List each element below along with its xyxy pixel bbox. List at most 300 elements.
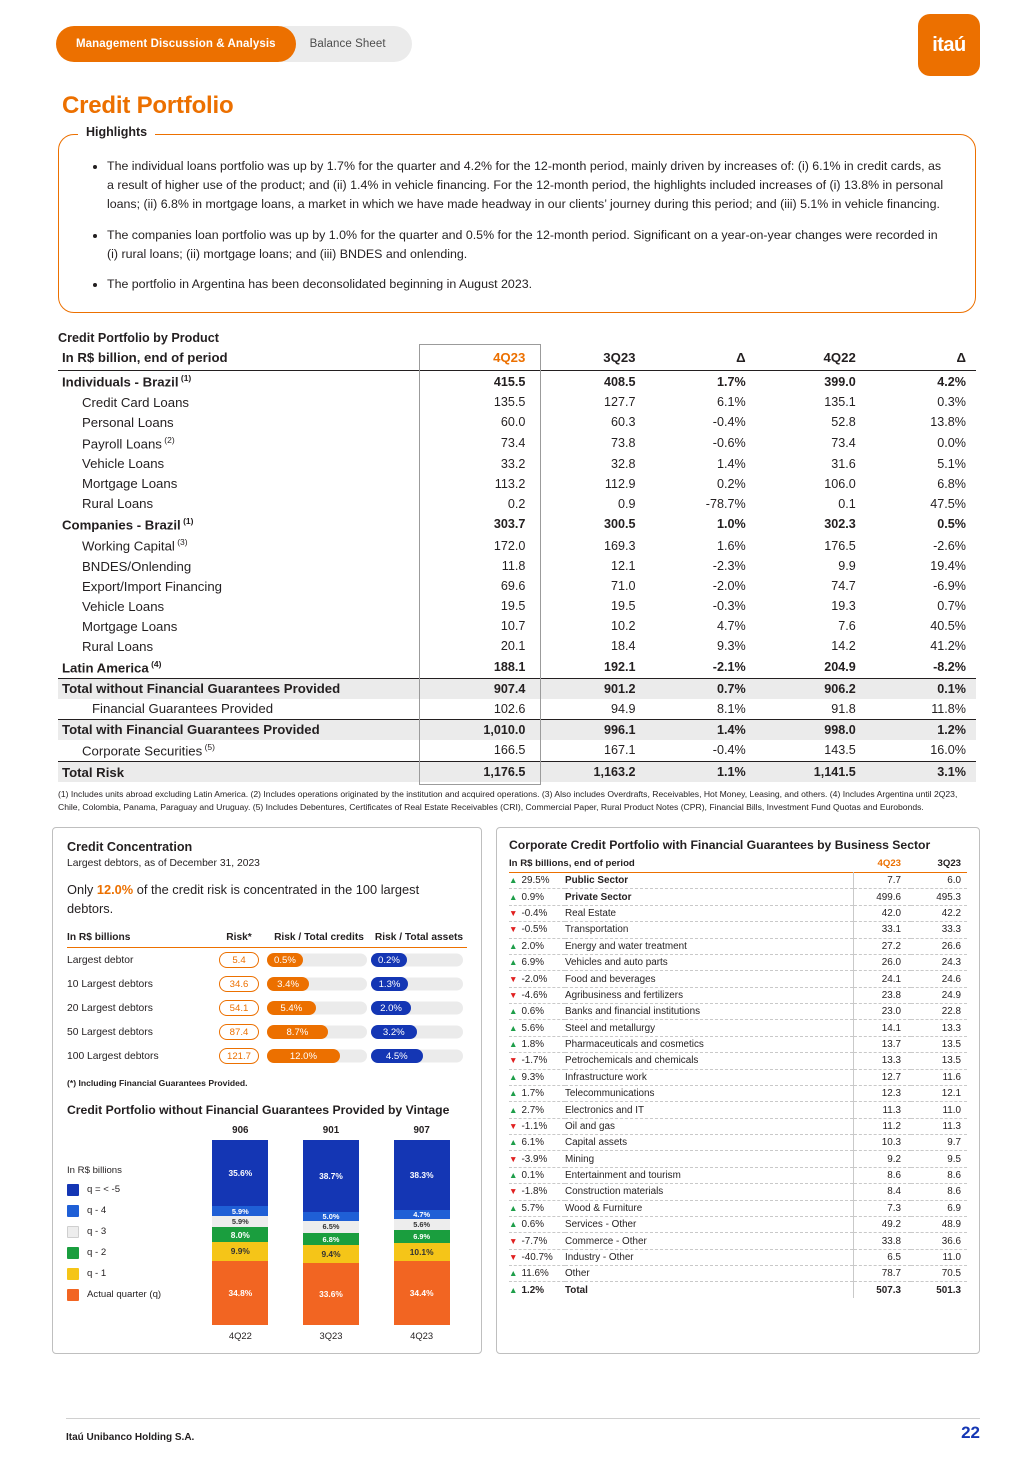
legend-swatch [67, 1184, 79, 1196]
triangle-up-icon: ▲ [509, 1006, 518, 1017]
table-row [509, 1036, 967, 1052]
col-header-unit: In R$ billions [67, 932, 211, 948]
cell-value: 4.2% [937, 374, 966, 389]
table-row [509, 938, 967, 954]
cell-value-3q23: 24.9 [911, 987, 967, 1003]
table-row [509, 1053, 967, 1069]
bar-segment: 8.0% [212, 1227, 268, 1242]
table-row [67, 948, 467, 973]
credit-portfolio-by-product-title: Credit Portfolio by Product [58, 331, 219, 346]
triangle-up-icon: ▲ [509, 1022, 518, 1033]
cell-value-3q23: 24.6 [911, 971, 967, 987]
table-row [509, 1085, 967, 1101]
bar-segment: 6.8% [303, 1233, 359, 1246]
cell-value: 0.1% [866, 678, 976, 699]
table-row [67, 996, 467, 1020]
cell-value: 6.8% [937, 476, 966, 491]
sector-name: Total [565, 1284, 588, 1296]
cell-value: 9.3% [716, 639, 746, 654]
legend-label: q - 3 [87, 1226, 107, 1238]
table-footnote: (1) Includes units abroad excluding Latin America. (2) Includes operations originated by the institution and acquired operations. (3) Also includes Overdrafts, Receivables, Hot Money, Leasing, and others. (4) Includes Argentina until 2Q23, Chile, Colombia, Panama, Paraguay and Uruguay. (5) Includes Debentures, Certificates of Real Estate Receivables (CRI), Commercial Paper, Rural Product Notes (CPR), Financial Bills, Investment Fund Quotas and Eurobonds. [58, 789, 958, 812]
table-row [509, 1004, 967, 1020]
delta-cell: ▲ 6.1% [509, 1135, 565, 1151]
cell-value-4q23: 78.7 [853, 1266, 911, 1282]
table-row [58, 616, 976, 636]
bar-x-label: 3Q23 [319, 1329, 343, 1341]
cell-value: 73.8 [610, 435, 636, 450]
table-row [58, 762, 976, 783]
cell-value-4q23: 10.3 [853, 1135, 911, 1151]
risk-total-assets-bar: 0.2% [371, 948, 467, 973]
cell-value-3q23: 11.6 [911, 1069, 967, 1085]
header-tabs [56, 26, 412, 62]
cell-value: 0.5% [937, 517, 966, 532]
sector-name: Infrastructure work [565, 1069, 853, 1085]
table-row [509, 1167, 967, 1183]
credit-portfolio-table [58, 347, 976, 782]
table-row [58, 514, 976, 535]
cell-value-3q23: 9.7 [911, 1135, 967, 1151]
row-label: Companies - Brazil $^{(1)}$ [62, 516, 194, 533]
table-body [58, 370, 976, 782]
col-header-sector-4q23: 4Q23 [877, 858, 901, 870]
triangle-down-icon: ▼ [509, 989, 518, 1000]
row-label: BNDES/Onlending [82, 558, 192, 574]
row-label: Total without Financial Guarantees Provided [58, 678, 425, 699]
cell-value: 907.4 [425, 678, 535, 699]
table-row [509, 873, 967, 889]
cell-value-3q23: 8.6 [911, 1167, 967, 1183]
bar-stack [394, 1140, 450, 1325]
cell-value: 0.2% [716, 476, 746, 491]
delta-cell: ▼ -40.7% [509, 1249, 565, 1265]
triangle-up-icon: ▲ [509, 1104, 518, 1115]
cell-value: -6.9% [933, 579, 966, 594]
cell-value: 13.8% [930, 415, 966, 430]
bar-segment: 35.6% [212, 1140, 268, 1206]
bar-segment: 33.6% [303, 1263, 359, 1325]
risk-value: 87.4 [211, 1020, 267, 1044]
row-label: Export/Import Financing [82, 578, 222, 594]
table-row [509, 1069, 967, 1085]
cell-value-3q23: 48.9 [911, 1216, 967, 1232]
cell-value-3q23: 501.3 [936, 1284, 961, 1296]
triangle-up-icon: ▲ [509, 875, 518, 886]
table-row [509, 1020, 967, 1036]
risk-total-assets-bar: 3.2% [371, 1020, 467, 1044]
cell-value-3q23: 12.1 [911, 1085, 967, 1101]
sector-name: Entertainment and tourism [565, 1167, 853, 1183]
page-title: Credit Portfolio [62, 92, 234, 119]
triangle-down-icon: ▼ [509, 1251, 518, 1262]
table-row [509, 1282, 967, 1298]
table-row [509, 1200, 967, 1216]
cell-value-3q23: 9.5 [911, 1151, 967, 1167]
risk-value: 5.4 [211, 948, 267, 973]
cell-value: 9.9 [838, 559, 856, 574]
triangle-down-icon: ▼ [509, 924, 518, 935]
cell-value: -2.6% [933, 538, 966, 553]
cell-value: 998.0 [756, 719, 866, 740]
cell-value: 71.0 [610, 579, 636, 594]
cell-value: -0.3% [712, 599, 746, 614]
sector-name: Private Sector [565, 889, 853, 905]
table-row [58, 719, 976, 740]
vintage-bars [195, 1125, 467, 1341]
cell-value: 112.9 [604, 476, 636, 491]
sector-name: Real Estate [565, 905, 853, 921]
sector-name: Public Sector [565, 873, 853, 889]
cell-value-4q23: 11.2 [853, 1118, 911, 1134]
cell-value: 106.0 [824, 476, 856, 491]
cell-value: 1.7% [716, 374, 746, 389]
cell-value-4q23: 6.5 [853, 1249, 911, 1265]
triangle-up-icon: ▲ [509, 1088, 518, 1099]
triangle-up-icon: ▲ [509, 1219, 518, 1230]
cell-value: 135.1 [824, 395, 856, 410]
cell-value: 10.7 [500, 619, 526, 634]
delta-cell: ▲ 0.1% [509, 1167, 565, 1183]
cell-value: 996.1 [535, 719, 645, 740]
table-header-row [58, 347, 976, 370]
cell-value: 1,176.5 [425, 762, 535, 783]
cell-value: 169.3 [603, 538, 636, 553]
cell-value: 113.2 [494, 476, 526, 491]
cell-value: 303.7 [493, 517, 526, 532]
footnote-marker: (4) [148, 658, 162, 669]
cell-value: 1.4% [716, 456, 746, 471]
cell-value: 1,163.2 [535, 762, 645, 783]
cell-value-3q23: 13.5 [911, 1053, 967, 1069]
cell-value: 166.5 [493, 743, 526, 758]
delta-cell: ▼ -7.7% [509, 1233, 565, 1249]
cell-value: 0.7% [646, 678, 756, 699]
cell-value: 415.5 [493, 374, 526, 389]
delta-cell: ▲ 5.6% [509, 1020, 565, 1036]
delta-cell: ▼ -0.5% [509, 922, 565, 938]
risk-total-credits-bar: 8.7% [267, 1020, 371, 1044]
row-label: 10 Largest debtors [67, 978, 153, 990]
risk-total-assets-bar: 1.3% [371, 972, 467, 996]
cell-value-4q23: 14.1 [853, 1020, 911, 1036]
delta-cell: ▼ -3.9% [509, 1151, 565, 1167]
cell-value-3q23: 6.0 [911, 873, 967, 889]
cell-value: 408.5 [603, 374, 636, 389]
triangle-up-icon: ▲ [509, 1137, 518, 1148]
legend-label: q - 2 [87, 1247, 107, 1259]
sector-name: Oil and gas [565, 1118, 853, 1134]
sector-name: Construction materials [565, 1184, 853, 1200]
table-row [509, 1102, 967, 1118]
triangle-down-icon: ▼ [509, 1153, 518, 1164]
highlights-list [85, 157, 949, 294]
cell-value-4q23: 499.6 [853, 889, 911, 905]
page-footer [0, 1423, 1028, 1443]
cell-value: 4.7% [716, 619, 746, 634]
legend-label: q - 1 [87, 1268, 107, 1280]
table-row [67, 1044, 467, 1068]
table-row [58, 454, 976, 474]
cell-value-3q23: 11.0 [911, 1102, 967, 1118]
concentration-table [67, 932, 467, 1068]
cell-value: 135.5 [493, 395, 526, 410]
cell-value: 300.5 [603, 517, 636, 532]
col-header-delta-1: Δ [736, 349, 746, 365]
col-header-sector-unit: In R$ billions, end of period [509, 858, 635, 870]
cell-value: 204.9 [824, 660, 856, 675]
cell-value: 10.2 [610, 619, 636, 634]
concentration-body [67, 948, 467, 1069]
sector-title: Corporate Credit Portfolio with Financial Guarantees by Business Sector [509, 838, 931, 853]
cell-value: 6.1% [716, 395, 746, 410]
highlights-box [58, 134, 976, 313]
delta-cell: ▼ -2.0% [509, 971, 565, 987]
cell-value-3q23: 42.2 [911, 905, 967, 921]
table-row [58, 576, 976, 596]
row-label: Credit Card Loans [82, 394, 190, 410]
row-label: 100 Largest debtors [67, 1050, 159, 1062]
risk-total-assets-bar: 2.0% [371, 996, 467, 1020]
table-row [58, 740, 976, 762]
cell-value-4q23: 13.7 [853, 1036, 911, 1052]
bar-segment: 5.6% [394, 1219, 450, 1229]
col-header-label: In R$ billion, end of period [62, 349, 228, 365]
tab-mda[interactable]: Management Discussion & Analysis [56, 26, 296, 62]
sector-name: Banks and financial institutions [565, 1004, 853, 1020]
delta-cell: ▲ 5.7% [509, 1200, 565, 1216]
concentration-note: (*) Including Financial Guarantees Provided. [67, 1078, 248, 1089]
cell-value-3q23: 8.6 [911, 1184, 967, 1200]
sector-name: Wood & Furniture [565, 1200, 853, 1216]
cell-value-4q23: 13.3 [853, 1053, 911, 1069]
credit-portfolio-table-wrap [58, 347, 976, 782]
cell-value-4q23: 8.6 [853, 1167, 911, 1183]
bottom-panels [52, 827, 980, 1354]
table-row [509, 1118, 967, 1134]
cell-value-4q23: 26.0 [853, 954, 911, 970]
cell-value-4q23: 23.0 [853, 1004, 911, 1020]
row-label: Mortgage Loans [82, 476, 178, 492]
sector-header-row [509, 858, 967, 873]
delta-cell: ▲ 11.6% [509, 1266, 565, 1282]
tab-balance-sheet[interactable]: Balance Sheet [280, 26, 412, 62]
footnote-marker: (1) [178, 373, 192, 384]
cell-value: 0.0% [937, 435, 966, 450]
cell-value-3q23: 11.3 [911, 1118, 967, 1134]
cell-value: -2.3% [712, 559, 746, 574]
cell-value: 1.4% [646, 719, 756, 740]
cell-value: 302.3 [824, 517, 856, 532]
cell-value: 167.1 [603, 743, 636, 758]
table-row [58, 678, 976, 699]
cell-value: 73.4 [500, 435, 526, 450]
cell-value: 188.1 [493, 660, 526, 675]
list-item: • The companies loan portfolio was up by 1.0% for the quarter and 0.5% for the 12-month period. Significant on a year-on-year changes were recorded in (i) rural loans; (ii) mortgage loans; and (iii) BNDES and onlending. [107, 226, 949, 264]
cell-value: 1.1% [646, 762, 756, 783]
itau-logo [918, 14, 980, 76]
table-row [58, 556, 976, 576]
sector-name: Electronics and IT [565, 1102, 853, 1118]
triangle-up-icon: ▲ [509, 1039, 518, 1049]
delta-cell: ▲ 0.6% [509, 1004, 565, 1020]
triangle-up-icon: ▲ [509, 1284, 518, 1295]
table-row [58, 370, 976, 392]
legend-label: q - 4 [87, 1205, 107, 1217]
sector-name: Industry - Other [565, 1249, 853, 1265]
cell-value-4q23: 33.1 [853, 922, 911, 938]
cell-value-3q23: 24.3 [911, 954, 967, 970]
delta-cell: ▲ 6.9% [509, 954, 565, 970]
cell-value-3q23: 11.0 [911, 1249, 967, 1265]
vintage-unit: In R$ billions [67, 1164, 122, 1176]
cell-value: 11.8% [931, 701, 966, 716]
table-row [509, 1233, 967, 1249]
cell-value: 19.5 [500, 599, 526, 614]
vintage-chart [67, 1125, 467, 1341]
bar-total-label: 906 [232, 1124, 249, 1136]
bar-segment: 34.4% [394, 1261, 450, 1325]
cell-value: 60.0 [500, 415, 526, 430]
risk-value: 54.1 [211, 996, 267, 1020]
cell-value: 127.7 [603, 395, 636, 410]
sector-panel [496, 827, 980, 1354]
cell-value: 0.9 [617, 496, 636, 511]
bar-segment: 38.7% [303, 1140, 359, 1212]
cell-value: 60.3 [610, 415, 636, 430]
bar-segment: 5.9% [212, 1216, 268, 1227]
table-row [509, 1184, 967, 1200]
cell-value: 19.3 [831, 599, 856, 614]
bar-segment: 9.9% [212, 1242, 268, 1260]
cell-value: 16.0% [930, 743, 966, 758]
col-header-4q22: 4Q22 [823, 349, 856, 365]
cell-value: 69.6 [500, 579, 526, 594]
table-row [58, 596, 976, 616]
bar-segment: 10.1% [394, 1243, 450, 1262]
triangle-down-icon: ▼ [509, 908, 518, 918]
footer-divider [66, 1418, 980, 1419]
table-row [509, 889, 967, 905]
row-label: Total Risk [58, 762, 425, 783]
sector-name: Mining [565, 1151, 853, 1167]
cell-value: 19.5 [610, 599, 636, 614]
risk-total-assets-bar: 4.5% [371, 1044, 467, 1068]
delta-cell: ▲ 2.0% [509, 938, 565, 954]
footer-company: Itaú Unibanco Holding S.A. [66, 1432, 195, 1443]
risk-total-credits-bar: 5.4% [267, 996, 371, 1020]
cell-value: 8.1% [716, 701, 746, 716]
row-label: Individuals - Brazil $^{(1)}$ [62, 373, 192, 390]
risk-value: 121.7 [211, 1044, 267, 1068]
row-label: 20 Largest debtors [67, 1002, 153, 1014]
triangle-down-icon: ▼ [509, 1055, 518, 1066]
bar-x-label: 4Q23 [410, 1329, 434, 1341]
cell-value: 0.2 [507, 496, 526, 511]
sector-name: Commerce - Other [565, 1233, 853, 1249]
legend-item [67, 1268, 195, 1280]
cell-value-3q23: 13.5 [911, 1036, 967, 1052]
cell-value: -2.1% [712, 660, 746, 675]
cell-value: 31.6 [831, 456, 856, 471]
cell-value: -8.2% [933, 660, 966, 675]
cell-value-3q23: 495.3 [911, 889, 967, 905]
col-header-delta-2: Δ [956, 349, 966, 365]
bar-segment: 38.3% [394, 1140, 450, 1211]
legend-item [67, 1247, 195, 1259]
cell-value: 11.8 [501, 559, 526, 574]
cell-value: 1.6% [716, 538, 746, 553]
delta-cell: ▲ 9.3% [509, 1069, 565, 1085]
cell-value-4q23: 7.3 [853, 1200, 911, 1216]
table-row [509, 954, 967, 970]
table-row [509, 1216, 967, 1232]
col-header-4q23: 4Q23 [493, 349, 526, 365]
table-row [67, 972, 467, 996]
footnote-marker: (3) [174, 537, 188, 548]
cell-value: 14.2 [831, 639, 856, 654]
cell-value-3q23: 70.5 [911, 1266, 967, 1282]
cell-value-4q23: 12.3 [853, 1085, 911, 1101]
row-label: Latin America $^{(4)}$ [62, 658, 162, 676]
cell-value-4q23: 23.8 [853, 987, 911, 1003]
sector-name: Steel and metallurgy [565, 1020, 853, 1036]
cell-value: 143.5 [824, 743, 856, 758]
page-number: 22 [961, 1423, 980, 1442]
row-label: Rural Loans [82, 496, 154, 512]
row-label: Total with Financial Guarantees Provided [58, 719, 425, 740]
col-header-risk-total-credits: Risk / Total credits [267, 932, 371, 948]
table-row [58, 432, 976, 453]
bar-segment: 34.8% [212, 1261, 268, 1325]
cell-value-4q23: 49.2 [853, 1216, 911, 1232]
table-row [58, 412, 976, 432]
col-header-risk-total-assets: Risk / Total assets [371, 932, 467, 948]
delta-cell: ▼ -1.7% [509, 1053, 565, 1069]
delta-cell: ▼ -1.8% [509, 1184, 565, 1200]
table-row [509, 1135, 967, 1151]
sector-name: Transportation [565, 922, 853, 938]
row-label: Mortgage Loans [82, 618, 178, 634]
cell-value: 1.2% [866, 719, 976, 740]
lead-value: 12.0% [96, 882, 134, 898]
cell-value: 399.0 [824, 374, 856, 389]
cell-value: 1.0% [716, 517, 746, 532]
cell-value-3q23: 6.9 [911, 1200, 967, 1216]
table-row [58, 494, 976, 514]
cell-value: 94.9 [610, 701, 636, 716]
col-header-3q23: 3Q23 [603, 349, 636, 365]
table-row [509, 1151, 967, 1167]
delta-cell: ▼ -4.6% [509, 987, 565, 1003]
triangle-up-icon: ▲ [509, 1071, 518, 1082]
table-row [509, 905, 967, 921]
cell-value: -0.4% [712, 743, 746, 758]
cell-value: 20.1 [500, 639, 526, 654]
triangle-up-icon: ▲ [509, 1170, 518, 1180]
delta-cell: ▼ -1.1% [509, 1118, 565, 1134]
cell-value-4q23: 33.8 [853, 1233, 911, 1249]
table-row [509, 971, 967, 987]
table-row [58, 636, 976, 656]
bar-segment: 9.4% [303, 1245, 359, 1262]
cell-value: 0.7% [937, 599, 966, 614]
cell-value: -78.7% [705, 496, 746, 511]
row-label: Largest debtor [67, 954, 134, 966]
concentration-header-row [67, 932, 467, 948]
delta-cell: ▲ 1.7% [509, 1085, 565, 1101]
cell-value: 52.8 [831, 415, 856, 430]
cell-value: 19.4% [930, 559, 966, 574]
